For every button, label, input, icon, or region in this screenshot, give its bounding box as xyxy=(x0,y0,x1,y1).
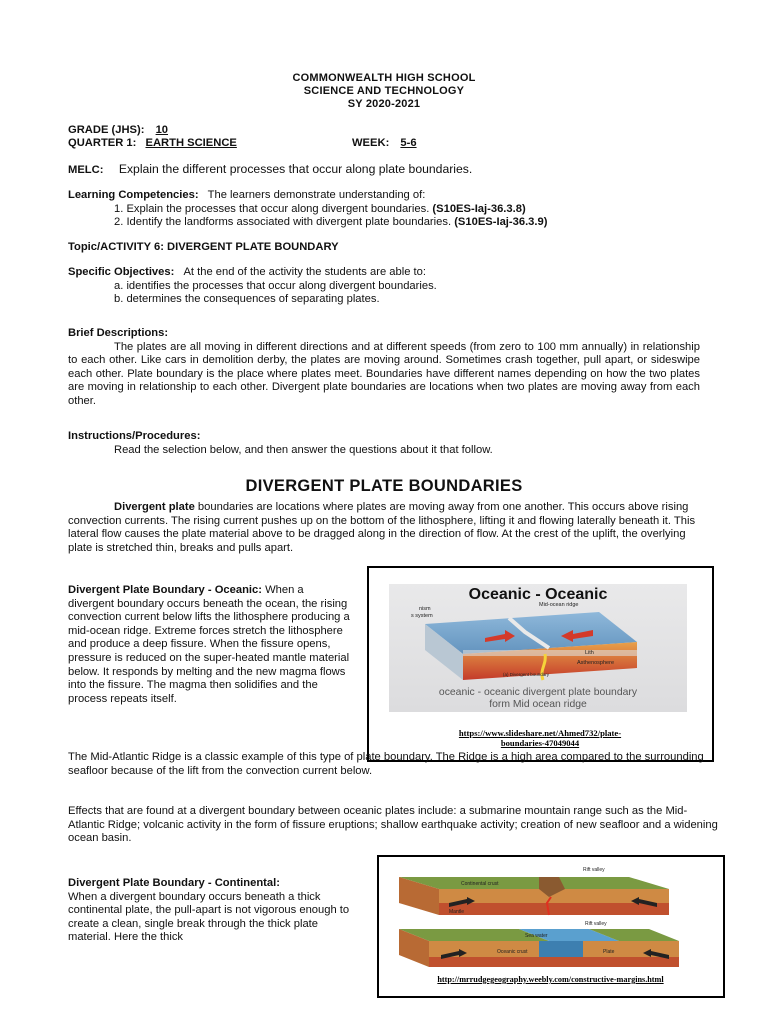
article-title: DIVERGENT PLATE BOUNDARIES xyxy=(245,477,523,495)
label-mid-ocean-ridge: Mid-ocean ridge xyxy=(539,602,579,608)
effects-paragraph: Effects that are found at a divergent boundary between oceanic plates include: a submarine mountain range such as the Mid-Atlantic Ridge; volcanic activity in the form of fissure eruptions; shallow earthquake activity; creation of new seafloor and a widening ocean basin. xyxy=(68,805,718,845)
competency-item: 2. Identify the landforms associated with divergent plate boundaries. (S10ES-Iaj-36.3.9) xyxy=(114,216,548,229)
department-name: SCIENCE AND TECHNOLOGY xyxy=(303,85,465,97)
label-asthenosphere: Asthenosphere xyxy=(577,660,614,666)
label-mechanism: nism xyxy=(419,606,431,612)
intro-rest: boundaries are locations where plates are moving away from one another. This occurs above rising convection currents. The rising current pushes up on the bottom of the lithosphere, lifting it and flowing laterally beneath it. This lateral flow causes the plate material above to be dragged along in the direction of flow. At the crest of the uplift, the overlying plate is stretched thin, breaks and pulls apart. xyxy=(68,501,696,554)
objective-item: a. identifies the processes that occur along divergent boundaries. xyxy=(114,279,437,292)
mid-atlantic-text: The Mid-Atlantic Ridge is a classic example of this type of plate boundary. The Ridge is a high area compared to the surrounding seafloor because of the lift from the convection current below. xyxy=(68,751,704,777)
objective-item: b. determines the consequences of separating plates. xyxy=(114,293,380,306)
objectives-label: Specific Objectives: xyxy=(68,266,175,278)
oceanic-paragraph xyxy=(68,584,352,706)
document-header xyxy=(0,72,768,111)
grade-label: GRADE (JHS): xyxy=(68,124,145,136)
label-mantle: Mantle xyxy=(449,909,465,915)
week-line xyxy=(352,137,417,151)
competencies-intro: The learners demonstrate understanding of: xyxy=(207,189,426,201)
competencies-label: Learning Competencies: xyxy=(68,189,199,201)
label-plate: Plate xyxy=(603,949,615,955)
continental-text: When a divergent boundary occurs beneath a thick continental plate, the pull-apart is not vigorous enough to create a clean, single break through the thick plate material. Here the thick xyxy=(68,890,350,944)
school-name: COMMONWEALTH HIGH SCHOOL xyxy=(292,72,476,84)
continental-label: Divergent Plate Boundary - Continental: xyxy=(68,877,280,889)
quarter-label: QUARTER 1: xyxy=(68,137,137,149)
figure-oceanic-frame xyxy=(367,566,714,762)
week-value: 5-6 xyxy=(400,137,417,149)
label-sea-water: Sea water xyxy=(525,933,548,939)
topic-title: Topic/ACTIVITY 6: DIVERGENT PLATE BOUNDARY xyxy=(68,241,339,253)
intro-bold: Divergent plate xyxy=(114,501,195,513)
melc-text: Explain the different processes that occur along plate boundaries. xyxy=(118,162,473,176)
quarter-value: EARTH SCIENCE xyxy=(145,137,237,149)
continental-paragraph xyxy=(68,877,358,945)
brief-section xyxy=(68,327,700,409)
label-system: s system xyxy=(411,613,433,619)
instructions-section xyxy=(68,430,700,457)
label-divergent-boundary: (a) Divergent boundary xyxy=(503,672,550,677)
oceanic-label: Divergent Plate Boundary - Oceanic: xyxy=(68,584,262,596)
melc-label: MELC: xyxy=(68,164,104,176)
figure-oceanic-source-link[interactable]: https://www.slideshare.net/Ahmed732/plate- boundaries-47049044 xyxy=(458,728,622,748)
melc-line xyxy=(68,163,472,178)
label-continental-crust: Continental crust xyxy=(461,881,499,887)
school-year: SY 2020-2021 xyxy=(347,98,421,110)
competencies-section xyxy=(68,189,708,230)
label-rift-valley-2: Rift valley xyxy=(585,921,607,927)
quarter-line xyxy=(68,137,237,151)
label-oceanic-crust: Oceanic crust xyxy=(497,949,528,955)
objectives-intro: At the end of the activity the students are able to: xyxy=(183,266,426,278)
grade-value: 10 xyxy=(155,124,169,136)
continental-diagram xyxy=(389,863,719,983)
objectives-section xyxy=(68,266,708,307)
figure-continental-frame xyxy=(377,855,725,998)
instructions-label: Instructions/Procedures: xyxy=(68,430,201,442)
figure-continental-source-link[interactable]: http://mrrudgegeography.weebly.com/constructive-margins.html xyxy=(437,975,664,984)
competency-item: 1. Explain the processes that occur along divergent boundaries. (S10ES-Iaj-36.3.8) xyxy=(114,202,526,215)
instructions-text: Read the selection below, and then answer the questions about it that follow. xyxy=(114,443,493,456)
brief-text: The plates are all moving in different directions and at different speeds (from zero to 100 mm annually) in relationship to each other. Like cars in demolition derby, the plates are moving around. Sometimes crash together, pull apart, or sideswipe each other. Plate boundary is the place where plates meet. Boundaries have different names depending on how the two plates are moving in relationship to each other. Divergent plate boundaries are locations when two plates are moving away from each other. xyxy=(68,340,700,407)
label-lithosphere: Lith xyxy=(585,650,594,656)
figure-oceanic-caption: oceanic - oceanic divergent plate boundary form Mid ocean ridge xyxy=(438,687,638,710)
figure-oceanic-image xyxy=(389,584,687,712)
grade-line xyxy=(68,124,168,138)
week-label: WEEK: xyxy=(352,137,390,149)
article-intro xyxy=(68,501,702,555)
figure-oceanic-title: Oceanic - Oceanic xyxy=(468,586,608,603)
label-rift-valley: Rift valley xyxy=(583,867,605,873)
oceanic-text: When a divergent boundary occurs beneath the ocean, the rising convection current below lifts the lithosphere producing a mid-ocean ridge. Extreme forces stretch the lithosphere and produce a deep fissure. When the fissure opens, pressure is reduced on the super-heated mantle material below. It responds by melting and the new magma flows into the fissure. The magma then solidifies and the process repeats itself. xyxy=(68,584,350,705)
brief-label: Brief Descriptions: xyxy=(68,327,169,339)
